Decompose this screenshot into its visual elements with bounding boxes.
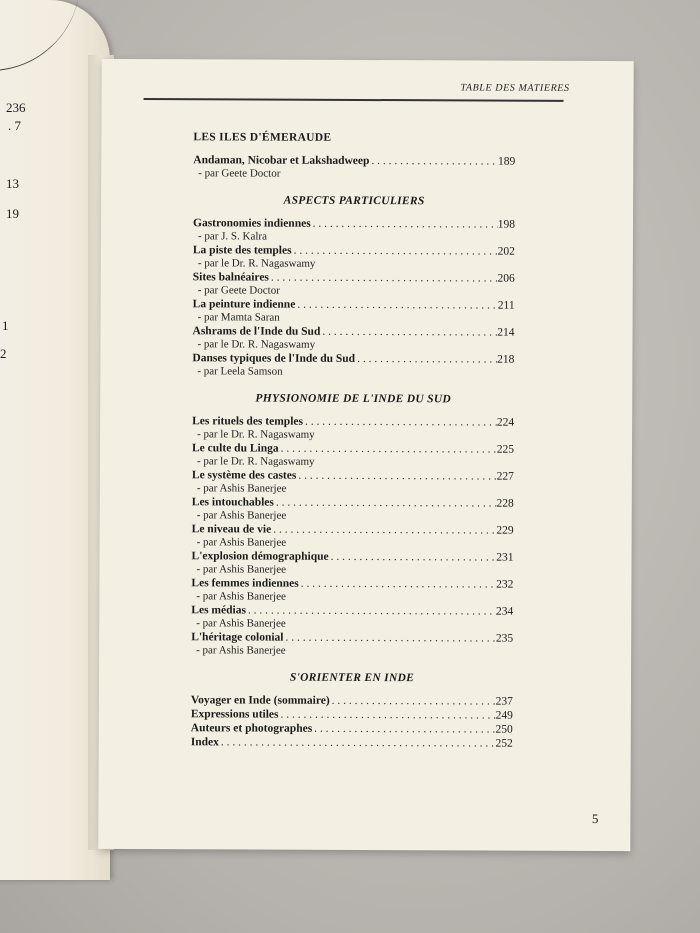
entry-title: Ashrams de l'Inde du Sud (192, 325, 321, 338)
section-title: PHYSIONOMIE DE L'INDE DU SUD (255, 392, 452, 406)
left-page-number: 1 (2, 318, 9, 333)
entry-title: Les intouchables (191, 496, 274, 509)
toc-entry (191, 707, 513, 722)
left-page-arc-line (0, 0, 80, 71)
entry-page: 237 (495, 695, 513, 708)
entry-title: Auteurs et photographes (190, 722, 313, 735)
leader-dots (303, 415, 497, 430)
leader-dots (278, 708, 495, 723)
entry-author: - par le Dr. R. Nagaswamy (197, 428, 315, 441)
leader-dots (299, 577, 496, 592)
entry-title: Voyager en Inde (sommaire) (190, 694, 330, 707)
right-page (98, 59, 633, 851)
leader-dots (312, 722, 495, 737)
toc-entry (192, 468, 514, 496)
running-head: TABLE DES MATIERES (460, 82, 570, 94)
leader-dots (269, 271, 498, 286)
toc-entry (193, 153, 515, 181)
entry-author: - par Ashis Banerjee (196, 617, 286, 630)
toc-entry (191, 549, 513, 577)
entry-title: Le système des castes (191, 469, 297, 482)
leader-dots (274, 496, 497, 511)
entry-page: 202 (497, 245, 515, 258)
left-page-number: 13 (6, 176, 19, 191)
toc-entry (192, 522, 514, 550)
toc-entry (192, 441, 514, 469)
entry-page: 225 (496, 443, 515, 456)
toc-entry (193, 270, 515, 298)
entry-page: 227 (496, 470, 514, 483)
leader-dots (292, 244, 498, 259)
left-page-number: 2 (0, 346, 7, 361)
left-page-number: 236 (6, 100, 26, 115)
toc-entry (191, 576, 513, 604)
leader-dots (246, 603, 496, 618)
entry-page: 224 (496, 416, 515, 429)
entry-title: Le niveau de vie (191, 523, 272, 536)
entry-page: 234 (496, 605, 514, 618)
toc-entry (191, 630, 513, 658)
toc-entry (192, 351, 514, 379)
section-title: S'ORIENTER EN INDE (289, 671, 415, 685)
leader-dots (279, 442, 497, 457)
entry-author: - par le Dr. R. Nagaswamy (197, 338, 316, 351)
entry-title: L'explosion démographique (191, 550, 329, 563)
entry-page: 235 (495, 632, 514, 645)
leader-dots (296, 469, 496, 484)
entry-page: 211 (497, 299, 515, 312)
leader-dots (330, 694, 496, 709)
entry-page: 231 (496, 551, 514, 564)
entry-author: - par J. S. Kalra (197, 230, 268, 243)
toc-entry (193, 243, 515, 271)
toc-entry (191, 735, 513, 750)
toc-entry (193, 216, 515, 244)
leader-dots (369, 154, 498, 169)
entry-title: Les médias (191, 604, 246, 617)
section-title: ASPECTS PARTICULIERS (283, 194, 425, 208)
leader-dots (283, 631, 495, 646)
leader-dots (219, 735, 496, 750)
toc-entry (191, 603, 513, 631)
entry-page: 232 (496, 578, 514, 591)
header-rule (144, 98, 564, 101)
entry-title: Andaman, Nicobar et Lakshadweep (193, 154, 370, 168)
entry-author: - par Ashis Banerjee (196, 590, 286, 603)
entry-title: Index (190, 736, 219, 749)
toc-entry (192, 495, 514, 523)
left-page-number: 19 (6, 206, 19, 221)
entry-page: 214 (497, 326, 515, 339)
entry-page: 229 (496, 524, 514, 537)
entry-author: - par Ashis Banerjee (196, 563, 287, 576)
leader-dots (355, 352, 497, 367)
entry-author: - par Ashis Banerjee (196, 536, 287, 549)
leader-dots (271, 523, 496, 538)
entry-author: - par Ashis Banerjee (196, 482, 287, 495)
entry-author: - par Mamta Saran (197, 311, 280, 324)
entry-author: - par Leela Samson (197, 365, 283, 378)
entry-author: - par Ashis Banerjee (196, 644, 286, 657)
entry-page: 228 (496, 497, 514, 510)
leader-dots (320, 325, 497, 340)
entry-title: L'héritage colonial (191, 631, 284, 644)
entry-title: Les femmes indiennes (191, 577, 299, 590)
table-of-contents (191, 119, 516, 750)
toc-entry (193, 297, 515, 325)
entry-title: La peinture indienne (192, 298, 296, 311)
section-title: LES ILES D'ÉMERAUDE (193, 131, 332, 144)
toc-entry (192, 324, 514, 352)
entry-title: Les rituels des temples (192, 415, 304, 428)
entry-page: 189 (498, 155, 516, 168)
entry-author: - par Geete Doctor (197, 284, 280, 297)
entry-title: Sites balnéaires (192, 271, 269, 284)
entry-page: 218 (497, 353, 515, 366)
entry-author: - par Geete Doctor (198, 167, 281, 180)
entry-title: La piste des temples (192, 244, 292, 257)
entry-title: Danses typiques de l'Inde du Sud (192, 352, 356, 365)
entry-title: Le culte du Linga (192, 442, 279, 455)
entry-title: Gastronomies indiennes (192, 217, 311, 230)
left-page-number: . 7 (8, 118, 21, 133)
entry-author: - par le Dr. R. Nagaswamy (196, 455, 315, 468)
toc-entry (191, 721, 513, 736)
entry-page: 252 (495, 737, 513, 750)
entry-page: 249 (495, 709, 513, 722)
leader-dots (329, 550, 497, 565)
toc-entry (192, 414, 514, 442)
entry-author: - par le Dr. R. Nagaswamy (197, 257, 316, 270)
entry-page: 206 (497, 272, 515, 285)
leader-dots (311, 217, 498, 232)
toc-entry (191, 693, 513, 708)
entry-page: 198 (497, 218, 516, 231)
entry-author: - par Ashis Banerjee (196, 509, 287, 522)
entry-title: Expressions utiles (190, 708, 279, 721)
entry-page: 250 (495, 723, 513, 736)
page-number: 5 (591, 810, 599, 827)
leader-dots (295, 298, 498, 313)
